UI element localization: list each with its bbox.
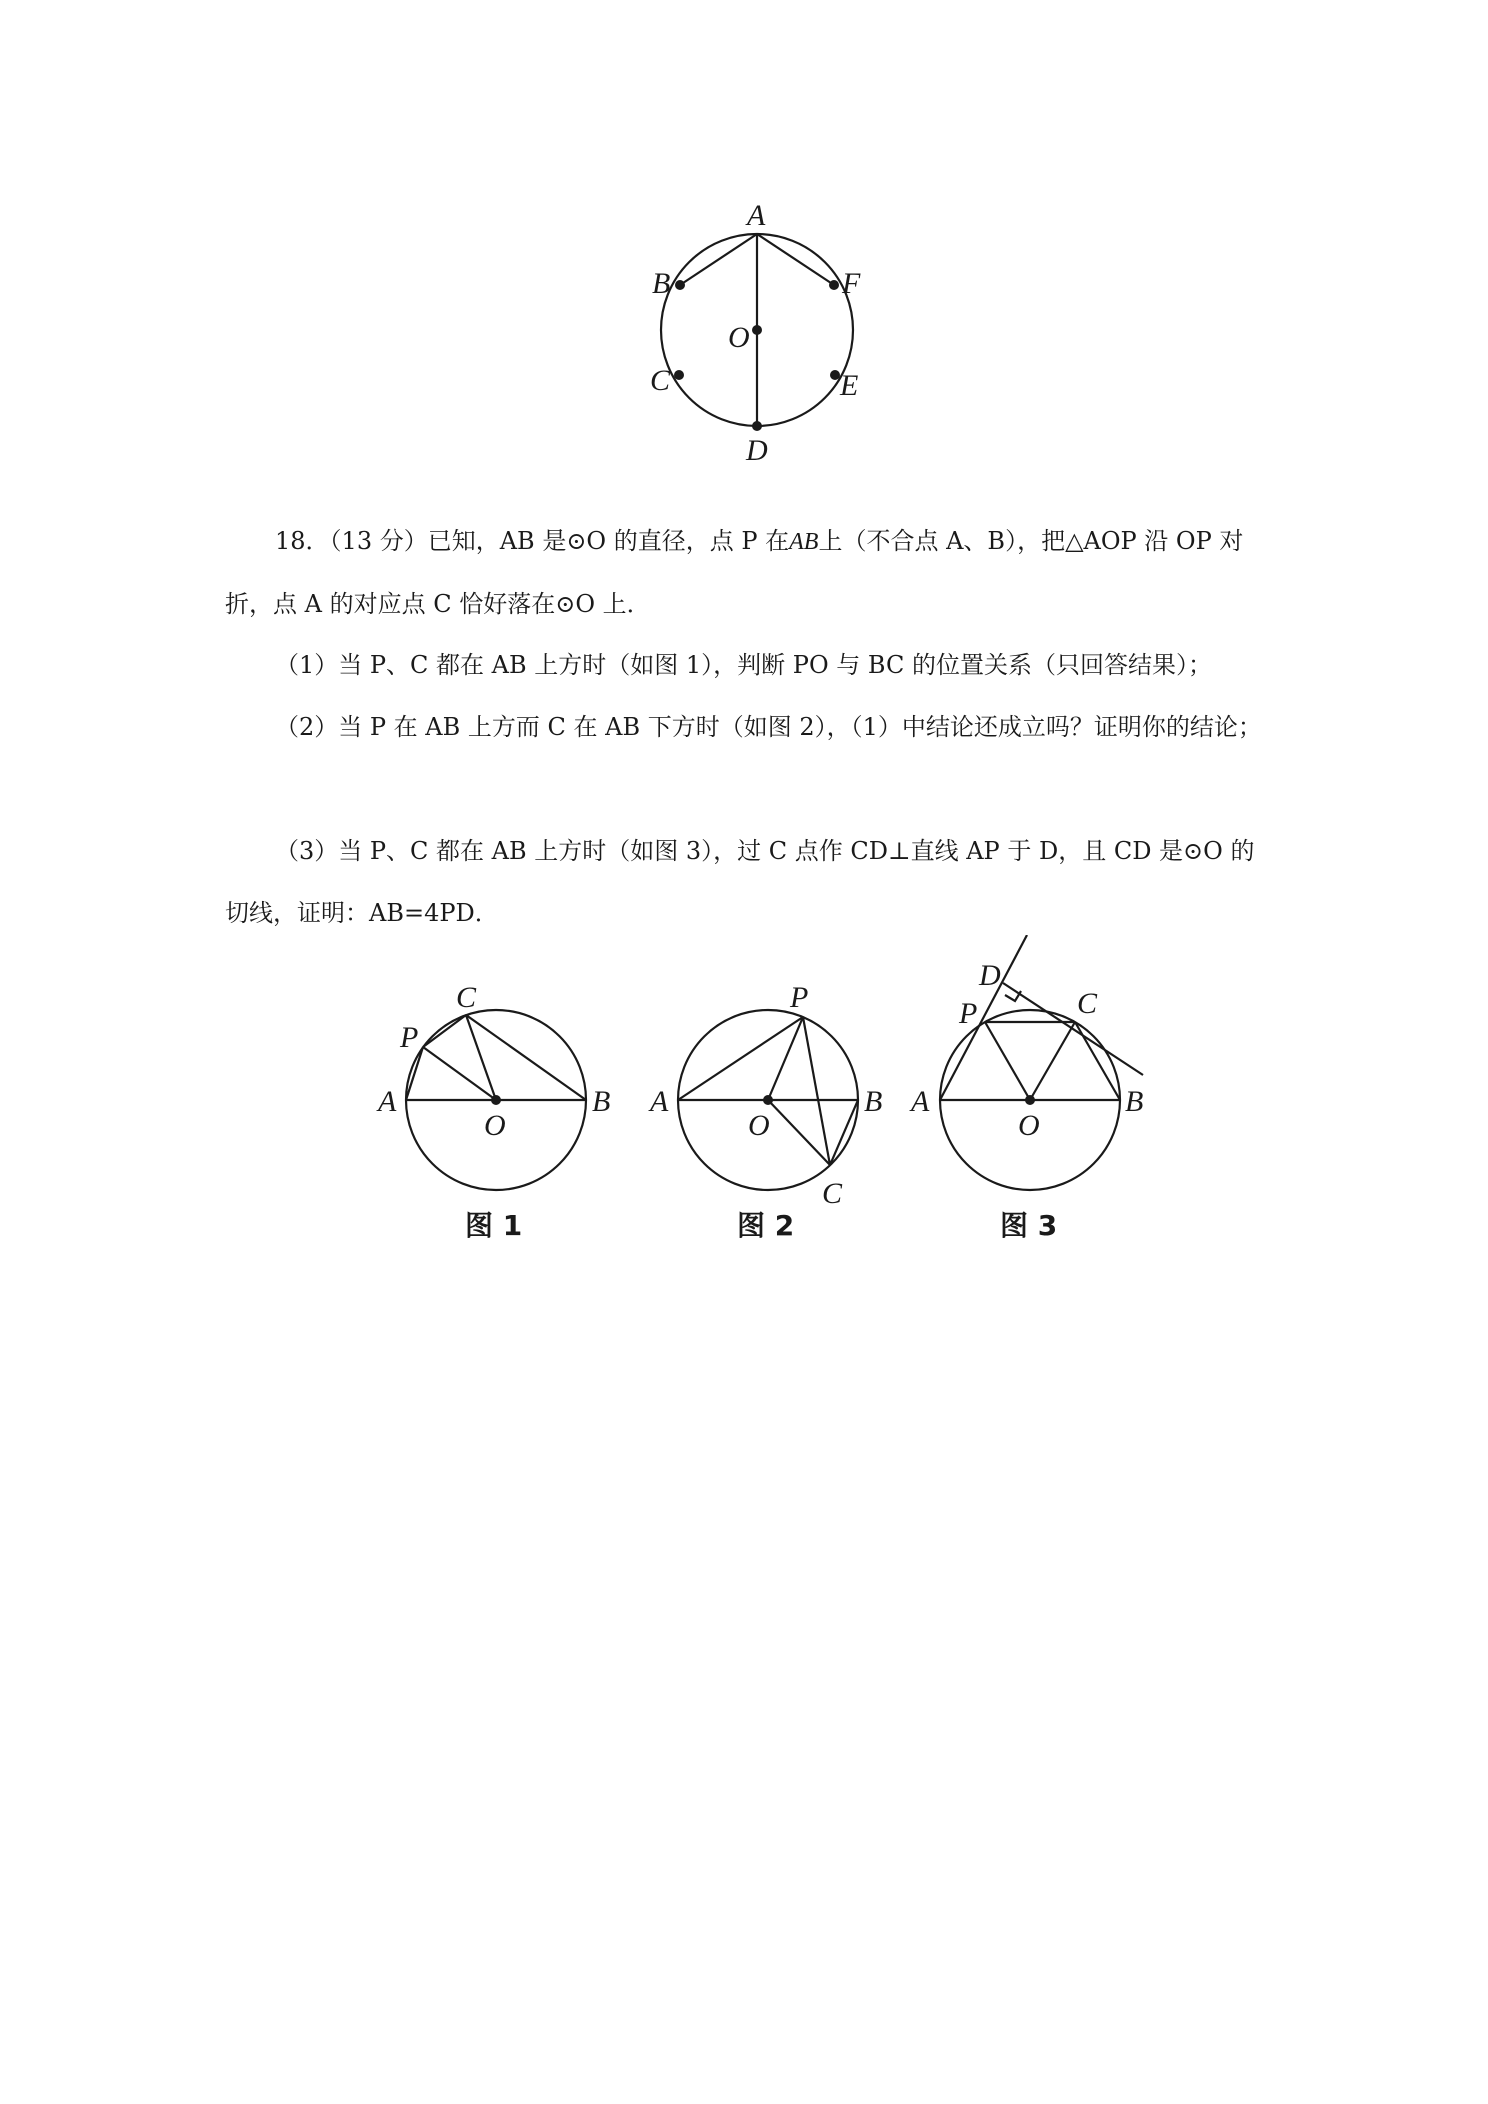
fig2-label-c: C	[822, 1177, 843, 1210]
label-f: F	[842, 267, 861, 300]
fig1-label-p: P	[400, 1021, 419, 1054]
fig2-label-b: B	[864, 1085, 883, 1118]
fig3-segment-co	[1030, 1022, 1075, 1100]
fig1-segment-ap	[406, 1047, 423, 1100]
label-c: C	[650, 364, 671, 397]
problem-intro	[225, 510, 1265, 635]
fig1-caption: 图 1	[465, 1209, 523, 1242]
figure-2	[640, 975, 900, 1245]
arc-ab: AB	[789, 529, 819, 555]
fig1-segment-pc	[423, 1015, 466, 1047]
question-3: （3）当 P、C 都在 AB 上方时（如图 3），过 C 点作 CD⊥直线 AP 于 D，且 CD 是⊙O 的切线，证明：AB=4PD．	[225, 837, 1255, 927]
label-b: B	[652, 267, 671, 300]
fig2-segment-bc	[830, 1100, 858, 1165]
point-d	[752, 421, 762, 431]
fig3-label-b: B	[1125, 1085, 1144, 1118]
figure-1	[370, 975, 630, 1245]
point-f	[829, 280, 839, 290]
label-e: E	[840, 369, 859, 402]
fig1-segment-po	[423, 1047, 496, 1100]
point-c	[674, 370, 684, 380]
top-circle-figure	[640, 195, 880, 475]
fig3-segment-cb	[1075, 1022, 1120, 1100]
fig1-label-o: O	[484, 1109, 506, 1142]
fig1-segment-co	[466, 1015, 496, 1100]
problem-intro-part2: 上（不合点 A、B），把△AOP 沿 OP 对折，点 A 的对应点 C 恰好落在⊙O 上．	[225, 527, 1244, 618]
label-o: O	[728, 321, 750, 354]
fig1-segment-cb	[466, 1015, 586, 1100]
fig3-label-c: C	[1077, 987, 1098, 1020]
fig3-label-a: A	[911, 1085, 930, 1118]
fig1-label-c: C	[456, 981, 477, 1014]
point-b	[675, 280, 685, 290]
fig2-label-o: O	[748, 1109, 770, 1142]
fig2-segment-pc	[803, 1017, 830, 1165]
fig1-label-b: B	[592, 1085, 611, 1118]
problem-intro-part1: 已知，AB 是⊙O 的直径，点 P 在	[427, 527, 790, 555]
fig3-caption: 图 3	[1000, 1209, 1058, 1242]
fig2-segment-ap	[678, 1017, 803, 1100]
fig3-label-p: P	[959, 997, 978, 1030]
fig3-segment-po	[985, 1022, 1030, 1100]
fig3-point-o	[1025, 1095, 1035, 1105]
problem-score: （13 分）	[329, 527, 428, 555]
fig3-tangent-cd	[1003, 983, 1143, 1075]
fig3-label-o: O	[1018, 1109, 1040, 1142]
point-o	[752, 325, 762, 335]
fig2-label-p: P	[790, 981, 809, 1014]
fig1-point-o	[491, 1095, 501, 1105]
fig3-label-d: D	[979, 959, 1001, 992]
fig2-label-a: A	[650, 1085, 669, 1118]
figure-3	[905, 935, 1165, 1245]
question-2: （2）当 P 在 AB 上方而 C 在 AB 下方时（如图 2），（1）中结论还成立吗？证明你的结论；	[275, 713, 1262, 741]
problem-number: 18．	[275, 527, 330, 555]
label-d: D	[746, 434, 768, 467]
label-a: A	[747, 199, 766, 232]
fig2-caption: 图 2	[737, 1209, 795, 1242]
fig1-label-a: A	[378, 1085, 397, 1118]
fig2-point-o	[763, 1095, 773, 1105]
point-e	[830, 370, 840, 380]
question-1: （1）当 P、C 都在 AB 上方时（如图 1），判断 PO 与 BC 的位置关系（只回答结果）；	[275, 651, 1212, 679]
